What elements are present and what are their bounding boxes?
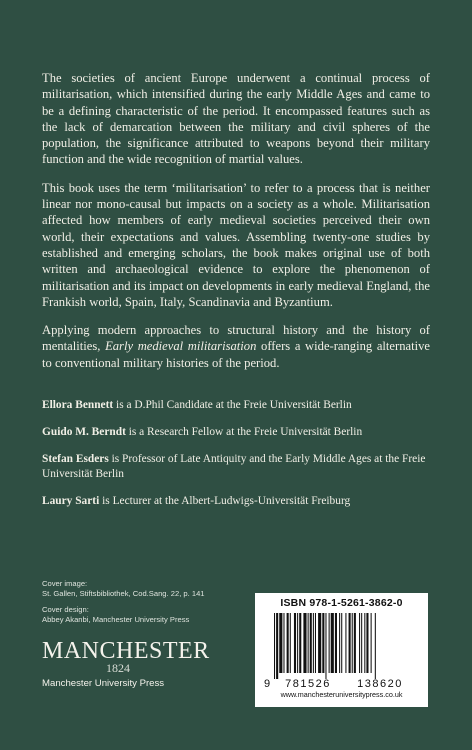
blurb-paragraph-1: The societies of ancient Europe underwent a continual process of militarisation, which intensified during the early Middle Ages and came to be a defining characteristic of the period. It encompassed features such as the lack of demarcation between the military and civil spheres of the population, the significance attributed to weapons beyond their military function and the wide recognition of martial values. bbox=[42, 71, 430, 167]
logo-name: MANCHESTER bbox=[42, 638, 210, 664]
barcode-panel bbox=[255, 593, 428, 707]
barcode-bar bbox=[330, 613, 333, 673]
barcode-bar bbox=[364, 613, 365, 673]
barcode-bar bbox=[351, 613, 352, 673]
author-bio bbox=[42, 398, 430, 413]
barcode-bar bbox=[361, 613, 362, 673]
barcode-bar bbox=[339, 613, 340, 673]
barcode-bar bbox=[353, 613, 355, 673]
barcode-bar bbox=[374, 613, 375, 679]
cover-image-label: Cover image: bbox=[42, 579, 88, 588]
author-bio bbox=[42, 425, 430, 440]
barcode-bar bbox=[307, 613, 308, 673]
barcode-bar bbox=[328, 613, 329, 673]
author-desc: is Professor of Late Antiquity and the Early Middle Ages at the Freie Universität Berlin bbox=[42, 453, 426, 480]
barcode-bar bbox=[348, 613, 350, 673]
author-desc: is a Research Fellow at the Freie Universität Berlin bbox=[125, 426, 363, 438]
barcode-bar bbox=[318, 613, 321, 673]
blurb-p3-start: Applying modern approaches to structural history and the history of mentalities, bbox=[42, 323, 430, 354]
author-desc: is Lecturer at the Albert-Ludwigs-Universität Freiburg bbox=[99, 495, 351, 507]
cover-design-value: Abbey Akanbi, Manchester University Press bbox=[42, 615, 190, 624]
barcode-digits-right: 138620 bbox=[356, 678, 403, 689]
author-name: Guido M. Berndt bbox=[42, 426, 126, 438]
barcode-bar bbox=[370, 613, 371, 673]
author-name: Ellora Bennett bbox=[42, 399, 114, 411]
isbn-label: ISBN 978-1-5261-3862-0 bbox=[280, 597, 403, 609]
barcode-bar bbox=[312, 613, 313, 673]
barcode-bar bbox=[303, 613, 306, 673]
barcode-bar bbox=[334, 613, 336, 673]
barcode-bar bbox=[325, 613, 326, 679]
barcode-bar bbox=[322, 613, 324, 673]
barcode-bar bbox=[341, 613, 342, 673]
barcode-bar bbox=[286, 613, 288, 673]
author-desc: is a D.Phil Candidate at the Freie Universität Berlin bbox=[113, 399, 352, 411]
barcode-bar bbox=[366, 613, 368, 673]
barcode-bar bbox=[299, 613, 301, 673]
author-name: Stefan Esders bbox=[42, 453, 109, 465]
barcode-digit-first: 9 bbox=[263, 678, 270, 689]
publisher-logo bbox=[42, 638, 210, 689]
barcode-bar bbox=[274, 613, 275, 679]
book-title-italic: Early medieval militarisation bbox=[105, 339, 257, 354]
publisher-url: www.manchesteruniversitypress.co.uk bbox=[280, 690, 403, 699]
blurb-p3-end: offers a wide-ranging alternative to conventional military histories of the period. bbox=[42, 339, 430, 370]
cover-image-credit bbox=[42, 579, 242, 599]
barcode-bar bbox=[279, 613, 282, 673]
cover-design-label: Cover design: bbox=[42, 605, 89, 614]
logo-year: 1824 bbox=[106, 661, 130, 675]
barcode-graphic bbox=[262, 611, 422, 689]
barcode-digits-left: 781526 bbox=[284, 678, 331, 689]
cover-credits bbox=[42, 579, 242, 631]
blurb-paragraph-3 bbox=[42, 322, 430, 371]
blurb bbox=[42, 70, 430, 383]
cover-design-credit bbox=[42, 605, 242, 625]
author-bio bbox=[42, 452, 430, 482]
barcode-bar bbox=[309, 613, 311, 673]
barcode-bar bbox=[297, 613, 298, 673]
barcode-bar bbox=[293, 613, 295, 673]
author-bios bbox=[42, 398, 430, 521]
blurb-paragraph-2: This book uses the term ‘militarisation’ to refer to a process that is neither linear nor mono-causal but impacts on a society as a whole. Militarisation affected how members of early medieval societies perceived their own world, their expectations and values. Assembling twenty-one studies by established and emerging scholars, the book makes original use of both written and archaeological evidence to explore the phenomenon of militarisation and its impact on developments in early medieval England, the Frankish world, Spain, Italy, Scandinavia and Byzantium. bbox=[42, 180, 430, 309]
logo-press-name: Manchester University Press bbox=[42, 678, 165, 689]
barcode-bar bbox=[314, 613, 315, 673]
barcode-bar bbox=[289, 613, 290, 673]
author-name: Laury Sarti bbox=[42, 495, 100, 507]
author-bio bbox=[42, 494, 430, 509]
barcode-bar bbox=[283, 613, 284, 673]
barcode-bar bbox=[276, 613, 278, 679]
barcode-bar bbox=[359, 613, 360, 673]
barcode-bar bbox=[345, 613, 346, 673]
cover-image-value: St. Gallen, Stiftsbibliothek, Cod.Sang. 22, p. 141 bbox=[42, 589, 205, 598]
